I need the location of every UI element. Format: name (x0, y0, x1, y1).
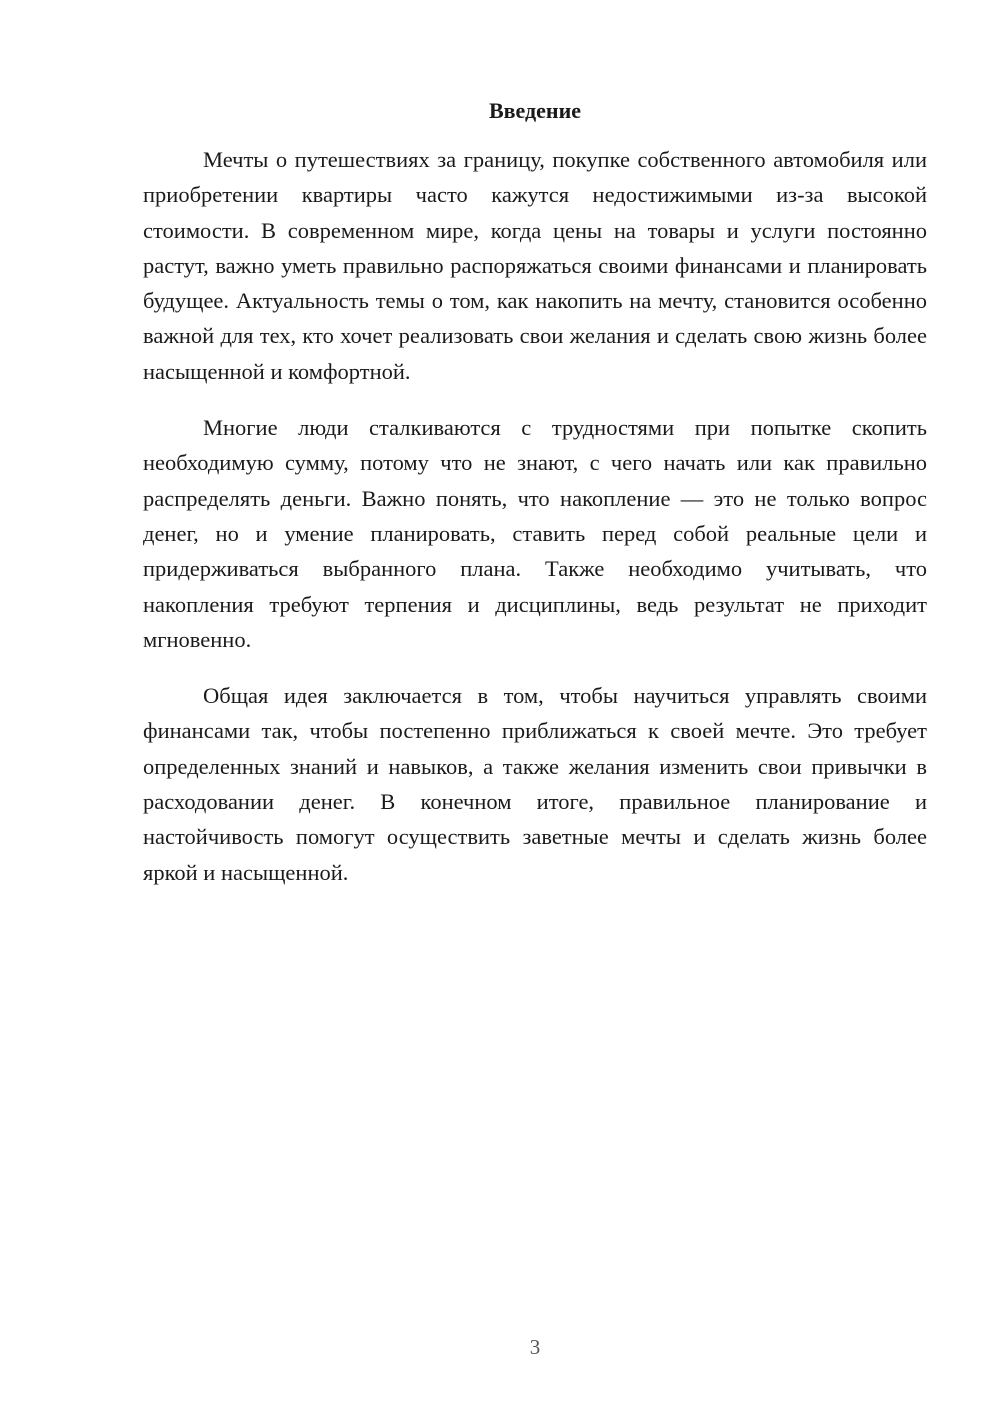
page-number: 3 (529, 1335, 541, 1359)
paragraph-3: Общая идея заключается в том, чтобы научиться управлять своими финансами так, чтобы постепенно приближаться к своей мечте. Это требует определенных знаний и навыков, а также желания изменить свои привычки в расходовании денег. В конечном итоге, правильное планирование и настойчивость помогут осуществить заветные мечты и сделать жизнь более яркой и насыщенной. (143, 683, 927, 885)
body-text (143, 142, 927, 911)
paragraph-2: Многие люди сталкиваются с трудностями при попытке скопить необходимую сумму, потому что не знают, с чего начать или как правильно распределять деньги. Важно понять, что накопление — это не только вопрос денег, но и умение планировать, ставить перед собой реальные цели и придерживаться выбранного плана. Также необходимо учитывать, что накопления требуют терпения и дисциплины, ведь результат не приходит мгновенно. (143, 415, 927, 652)
section-heading: Введение (488, 98, 582, 123)
paragraph-1: Мечты о путешествиях за границу, покупке собственного автомобиля или приобретении квартиры часто кажутся недостижимыми из-за высокой стоимости. В современном мире, когда цены на товары и услуги постоянно растут, важно уметь правильно распоряжаться своими финансами и планировать будущее. Актуальность темы о том, как накопить на мечту, становится особенно важной для тех, кто хочет реализовать свои желания и сделать свою жизнь более насыщенной и комфортной. (143, 147, 927, 384)
